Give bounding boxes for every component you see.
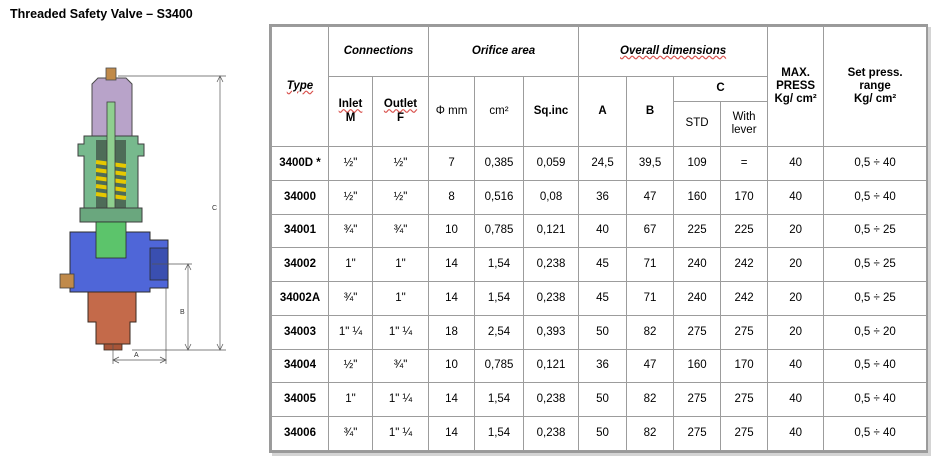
- cell-a: 45: [579, 282, 627, 316]
- cell-model: 34005: [272, 383, 329, 417]
- cell-cm2: 1,54: [475, 417, 524, 451]
- cell-b: 67: [627, 214, 674, 248]
- cell-model: 34004: [272, 349, 329, 383]
- dimension-a-label: A: [134, 352, 139, 359]
- cell-range: 0,5 ÷ 20: [824, 315, 927, 349]
- cell-cm2: 1,54: [475, 282, 524, 316]
- inlet-nozzle: [88, 292, 136, 344]
- table-row: [272, 349, 927, 383]
- cell-b: 71: [627, 248, 674, 282]
- header-dim-a: A: [579, 77, 627, 147]
- cell-inlet: ¾": [329, 214, 373, 248]
- cell-range: 0,5 ÷ 25: [824, 214, 927, 248]
- table-row: [272, 214, 927, 248]
- cell-phi: 14: [429, 282, 475, 316]
- header-outlet: Outlet F: [373, 77, 429, 147]
- cell-phi: 14: [429, 248, 475, 282]
- valve-specs-table: [271, 26, 927, 451]
- table-row: [272, 383, 927, 417]
- cell-b: 47: [627, 180, 674, 214]
- cell-b: 82: [627, 383, 674, 417]
- cell-cm2: 2,54: [475, 315, 524, 349]
- cell-max: 40: [768, 349, 824, 383]
- table-row: [272, 248, 927, 282]
- cell-phi: 10: [429, 214, 475, 248]
- cell-phi: 18: [429, 315, 475, 349]
- cell-sqinc: 0,238: [524, 417, 579, 451]
- cell-a: 24,5: [579, 147, 627, 181]
- valve-cross-section: [40, 62, 240, 372]
- cell-inlet: 1" ¼: [329, 315, 373, 349]
- header-dim-c: C: [674, 77, 768, 102]
- cell-a: 36: [579, 180, 627, 214]
- cell-outlet: 1": [373, 248, 429, 282]
- cell-inlet: 1": [329, 383, 373, 417]
- header-orifice-area: Orifice area: [429, 27, 579, 77]
- table-row: [272, 417, 927, 451]
- cell-model: 3400D *: [272, 147, 329, 181]
- cell-outlet: 1" ¼: [373, 417, 429, 451]
- cell-outlet: ½": [373, 180, 429, 214]
- cell-outlet: 1" ¼: [373, 383, 429, 417]
- cell-cm2: 1,54: [475, 248, 524, 282]
- valve-specs-table-frame: [269, 24, 928, 453]
- cell-model: 34002A: [272, 282, 329, 316]
- cell-max: 20: [768, 315, 824, 349]
- cell-inlet: ½": [329, 180, 373, 214]
- cell-inlet: ¾": [329, 282, 373, 316]
- cell-a: 50: [579, 383, 627, 417]
- cell-max: 40: [768, 180, 824, 214]
- header-max-press: MAX. PRESS Kg/ cm²: [768, 27, 824, 147]
- cell-std: 240: [674, 282, 721, 316]
- cell-model: 34001: [272, 214, 329, 248]
- cell-sqinc: 0,08: [524, 180, 579, 214]
- cell-a: 40: [579, 214, 627, 248]
- cell-a: 50: [579, 417, 627, 451]
- cell-cm2: 0,516: [475, 180, 524, 214]
- header-inlet: Inlet M: [329, 77, 373, 147]
- valve-disc: [96, 222, 126, 258]
- cell-b: 47: [627, 349, 674, 383]
- header-connections: Connections: [329, 27, 429, 77]
- cell-inlet: ½": [329, 349, 373, 383]
- side-plug: [60, 274, 74, 288]
- cell-model: 34006: [272, 417, 329, 451]
- cell-lever: =: [721, 147, 768, 181]
- cell-max: 40: [768, 147, 824, 181]
- table-row: [272, 147, 927, 181]
- cell-sqinc: 0,121: [524, 214, 579, 248]
- cell-phi: 8: [429, 180, 475, 214]
- cell-lever: 275: [721, 417, 768, 451]
- cell-lever: 225: [721, 214, 768, 248]
- cell-max: 20: [768, 282, 824, 316]
- cell-std: 109: [674, 147, 721, 181]
- cell-lever: 242: [721, 248, 768, 282]
- cell-std: 240: [674, 248, 721, 282]
- cell-cm2: 1,54: [475, 383, 524, 417]
- cell-model: 34000: [272, 180, 329, 214]
- header-overall-dimensions: Overall dimensions: [579, 27, 768, 77]
- cell-outlet: ½": [373, 147, 429, 181]
- cell-sqinc: 0,238: [524, 282, 579, 316]
- cell-range: 0,5 ÷ 25: [824, 282, 927, 316]
- valve-drawing: [40, 62, 240, 372]
- top-screw: [106, 68, 116, 80]
- table-row: [272, 315, 927, 349]
- cell-range: 0,5 ÷ 40: [824, 417, 927, 451]
- cell-sqinc: 0,238: [524, 248, 579, 282]
- cell-phi: 14: [429, 417, 475, 451]
- cell-max: 20: [768, 248, 824, 282]
- table-row: [272, 282, 927, 316]
- cell-inlet: ½": [329, 147, 373, 181]
- cell-lever: 170: [721, 180, 768, 214]
- cell-sqinc: 0,121: [524, 349, 579, 383]
- cell-std: 225: [674, 214, 721, 248]
- cell-lever: 275: [721, 383, 768, 417]
- cell-std: 160: [674, 349, 721, 383]
- cell-b: 71: [627, 282, 674, 316]
- cell-cm2: 0,785: [475, 214, 524, 248]
- cell-std: 275: [674, 383, 721, 417]
- cell-b: 82: [627, 417, 674, 451]
- cell-a: 36: [579, 349, 627, 383]
- cell-range: 0,5 ÷ 40: [824, 383, 927, 417]
- cell-lever: 275: [721, 315, 768, 349]
- cell-phi: 7: [429, 147, 475, 181]
- cell-std: 275: [674, 417, 721, 451]
- header-type: Type: [272, 27, 329, 147]
- cell-outlet: ¾": [373, 349, 429, 383]
- header-std: STD: [674, 102, 721, 147]
- header-dim-b: B: [627, 77, 674, 147]
- cell-range: 0,5 ÷ 40: [824, 180, 927, 214]
- cell-lever: 242: [721, 282, 768, 316]
- header-with-lever: With lever: [721, 102, 768, 147]
- valve-stem: [107, 102, 115, 222]
- cell-a: 50: [579, 315, 627, 349]
- cell-model: 34002: [272, 248, 329, 282]
- cell-max: 40: [768, 383, 824, 417]
- dimension-b-label: B: [180, 309, 185, 316]
- header-set-press-range: Set press. range Kg/ cm²: [824, 27, 927, 147]
- cell-std: 160: [674, 180, 721, 214]
- cell-range: 0,5 ÷ 40: [824, 349, 927, 383]
- cell-std: 275: [674, 315, 721, 349]
- cell-outlet: 1": [373, 282, 429, 316]
- cell-model: 34003: [272, 315, 329, 349]
- table-row: [272, 180, 927, 214]
- header-cm2: cm²: [475, 77, 524, 147]
- cell-a: 45: [579, 248, 627, 282]
- cell-phi: 10: [429, 349, 475, 383]
- cell-sqinc: 0,393: [524, 315, 579, 349]
- cell-phi: 14: [429, 383, 475, 417]
- cell-outlet: 1" ¼: [373, 315, 429, 349]
- cell-cm2: 0,785: [475, 349, 524, 383]
- cell-outlet: ¾": [373, 214, 429, 248]
- cell-b: 82: [627, 315, 674, 349]
- cell-sqinc: 0,238: [524, 383, 579, 417]
- header-sq-inc: Sq.inc: [524, 77, 579, 147]
- cell-sqinc: 0,059: [524, 147, 579, 181]
- header-phi-mm: Φ mm: [429, 77, 475, 147]
- dimension-c-label: C: [212, 205, 218, 212]
- cell-range: 0,5 ÷ 25: [824, 248, 927, 282]
- cell-inlet: ¾": [329, 417, 373, 451]
- cell-range: 0,5 ÷ 40: [824, 147, 927, 181]
- cell-b: 39,5: [627, 147, 674, 181]
- cell-cm2: 0,385: [475, 147, 524, 181]
- cell-max: 40: [768, 417, 824, 451]
- cell-inlet: 1": [329, 248, 373, 282]
- bonnet-nut: [80, 208, 142, 222]
- cell-lever: 170: [721, 349, 768, 383]
- page-title: Threaded Safety Valve – S3400: [10, 7, 193, 21]
- cell-max: 20: [768, 214, 824, 248]
